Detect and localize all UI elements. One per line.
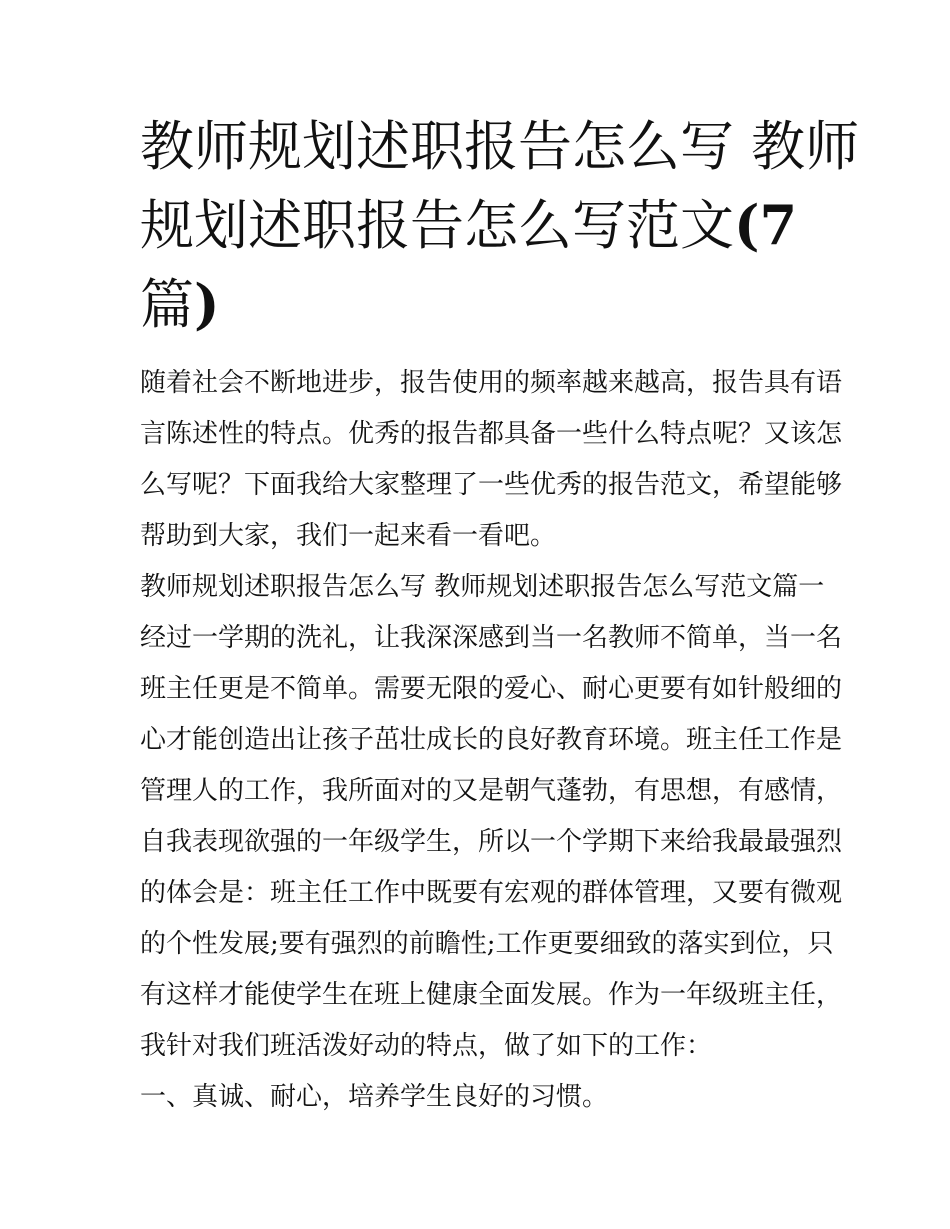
paragraph-line: 班主任更是不简单。需要无限的爱心、耐心更要有如针般细的 [140, 674, 843, 704]
section-heading: 教师规划述职报告怎么写 教师规划述职报告怎么写范文篇一 [140, 572, 825, 602]
document-title [140, 108, 860, 344]
title-line-2: 规划述职报告怎么写范文(7 [140, 193, 798, 257]
paragraph-line: 的体会是：班主任工作中既要有宏观的群体管理，又要有微观 [140, 878, 843, 908]
intro-line: 言陈述性的特点。优秀的报告都具备一些什么特点呢？又该怎 [140, 419, 843, 449]
title-line-1: 教师规划述职报告怎么写 教师 [140, 115, 860, 178]
document-body [140, 358, 843, 1123]
paragraph-line: 心才能创造出让孩子茁壮成长的良好教育环境。班主任工作是 [140, 725, 843, 755]
intro-line: 么写呢？下面我给大家整理了一些优秀的报告范文，希望能够 [140, 470, 843, 500]
intro-paragraph [140, 358, 843, 562]
list-item: 一、真诚、耐心，培养学生良好的习惯。 [140, 1082, 609, 1112]
body-paragraph [140, 613, 843, 1072]
paragraph-line: 经过一学期的洗礼，让我深深感到当一名教师不简单，当一名 [140, 623, 843, 653]
title-line-3: 篇) [140, 272, 220, 336]
paragraph-line: 的个性发展;要有强烈的前瞻性;工作更要细致的落实到位，只 [140, 929, 834, 959]
paragraph-line: 管理人的工作，我所面对的又是朝气蓬勃，有思想，有感情， [140, 776, 843, 806]
paragraph-line: 我针对我们班活泼好动的特点，做了如下的工作： [140, 1031, 713, 1061]
intro-line: 帮助到大家，我们一起来看一看吧。 [140, 521, 557, 551]
paragraph-line: 自我表现欲强的一年级学生，所以一个学期下来给我最最强烈 [140, 827, 843, 857]
paragraph-line: 有这样才能使学生在班上健康全面发展。作为一年级班主任， [140, 980, 843, 1010]
intro-line: 随着社会不断地进步，报告使用的频率越来越高，报告具有语 [140, 368, 843, 398]
